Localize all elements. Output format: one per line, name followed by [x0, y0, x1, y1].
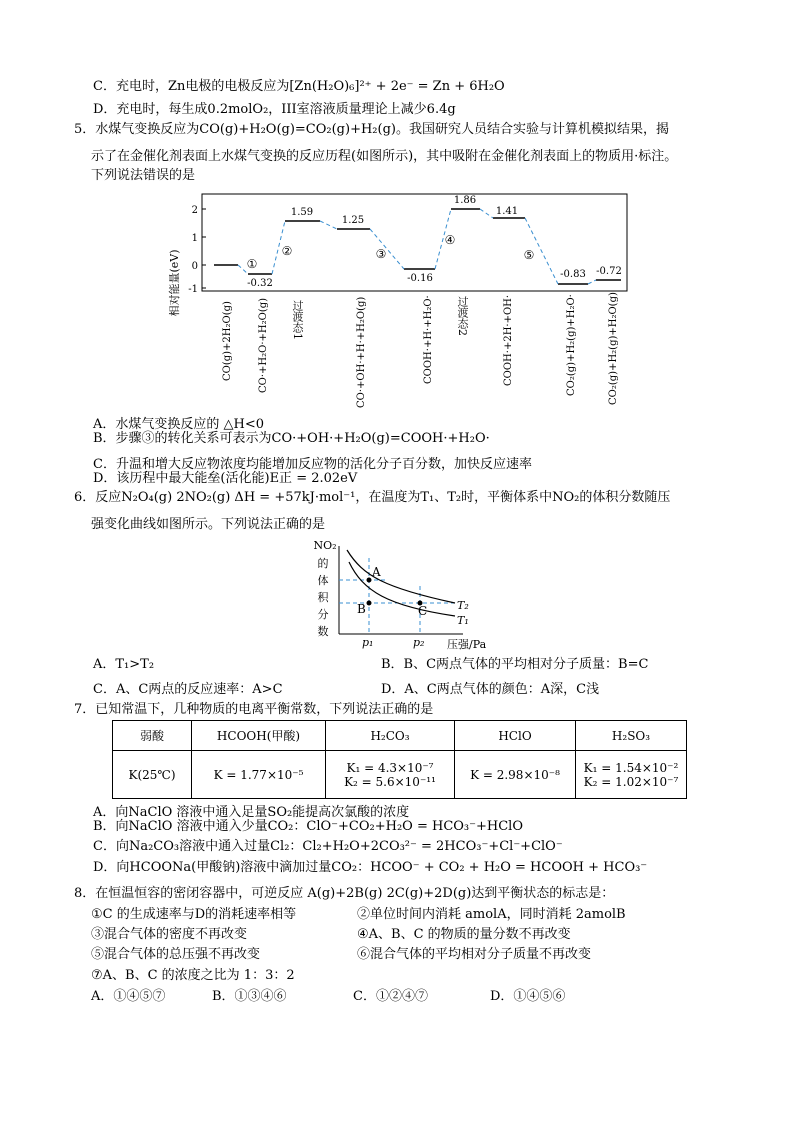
- q7-h2co3-k2: K₂ = 5.6×10⁻¹¹: [344, 774, 436, 789]
- q5-xlabel: CO·+H₂O·+H₂O(g): [258, 297, 269, 393]
- q6-stem-line2: 强变化曲线如图所示。下列说法正确的是: [91, 517, 326, 532]
- q5-level-value: 1.59: [290, 207, 314, 218]
- q7-header-cell: 弱酸: [113, 721, 192, 751]
- q5-step-label: ④: [444, 233, 456, 247]
- q5-xlabel: COOH·+H·+H₂O·: [423, 295, 434, 384]
- q6-xlabel: 压强/Pa: [447, 638, 487, 651]
- q6-option-b: B．B、C两点气体的平均相对分子质量：B=C: [381, 657, 649, 672]
- q7-header-cell: HCOOH(甲酸): [192, 721, 326, 751]
- q6-stem-line1: 6．反应N₂O₄(g) 2NO₂(g) ΔH = +57kJ·mol⁻¹，在温度为T₁、T₂时，平衡体系中NO₂的体积分数随压: [74, 490, 671, 505]
- q5-option-c: C．升温和增大反应物浓度均能增加反应物的活化分子百分数，加快反应速率: [93, 457, 532, 472]
- q5-energy-diagram: [160, 188, 640, 413]
- q8-condition: ②单位时间内消耗 amolA，同时消耗 2amolB: [357, 907, 626, 922]
- q8-condition: ③混合气体的密度不再改变: [91, 927, 248, 942]
- q6-graph: [305, 536, 505, 654]
- q5-xlabel: COOH·+2H·+OH·: [503, 294, 514, 386]
- q6-ptick: p₁: [362, 636, 374, 649]
- q5-xlabel: CO₂(g)+H₂(g)+H₂O·: [566, 294, 577, 396]
- q7-h2co3-k1: K₁ = 4.3×10⁻⁷: [346, 760, 434, 775]
- q5-xlabel: CO₂(g)+H₂(g)+H₂O(g): [608, 292, 619, 405]
- q5-level-value: -0.32: [247, 278, 273, 289]
- q5-xlabel: CO·+OH·+H·+H₂O(g): [356, 296, 367, 408]
- q7-header-cell: HClO: [455, 721, 576, 751]
- q5-option-b: B．步骤③的转化关系可表示为CO·+OH·+H₂O(g)=COOH·+H₂O·: [93, 431, 490, 446]
- q6-point-label: C: [418, 604, 428, 618]
- q6-point-label: A: [372, 565, 381, 579]
- q6-ptick: p₂: [413, 636, 425, 649]
- q6-ylabel-char: 积: [317, 591, 329, 604]
- q6-ylabel-char: 数: [317, 625, 329, 638]
- q7-h2so3-k1: K₁ = 1.54×10⁻²: [583, 760, 679, 775]
- q6-ylabel-char: 体: [317, 574, 329, 587]
- q5-ytick: 1: [191, 233, 198, 244]
- q8-condition: ⑤混合气体的总压强不再改变: [91, 947, 261, 962]
- q7-option-a: A．向NaClO 溶液中通入足量SO₂能提高次氯酸的浓度: [93, 805, 410, 820]
- q8-condition: ④A、B、C 的物质的量分数不再改变: [357, 927, 571, 942]
- q7-hcooh-k: K = 1.77×10⁻⁵: [192, 751, 326, 799]
- q5-ts2-label: 过渡态2: [456, 296, 469, 336]
- q5-stem-line1: 5．水煤气变换反应为CO(g)+H₂O(g)=CO₂(g)+H₂(g)。我国研究人员结合实验与计算机模拟结果，揭: [74, 122, 669, 137]
- q5-level-value: 1.41: [495, 206, 519, 217]
- q5-level-value: 1.86: [453, 195, 477, 206]
- q4-option-d: D．充电时，每生成0.2molO₂，III室溶液质量理论上减少6.4g: [93, 102, 456, 117]
- q8-condition: ①C 的生成速率与D的消耗速率相等: [91, 907, 297, 922]
- q5-xlabel: CO(g)+2H₂O(g): [222, 301, 233, 381]
- q5-stem-line3: 下列说法错误的是: [91, 168, 196, 183]
- q7-header-cell: H₂CO₃: [326, 721, 455, 751]
- q5-level-value: 1.25: [341, 215, 365, 226]
- q7-option-d: D．向HCOONa(甲酸钠)溶液中滴加过量CO₂：HCOO⁻ + CO₂ + H₂O = HCOOH + HCO₃⁻: [93, 860, 648, 875]
- q6-curve-label: T₂: [457, 599, 469, 612]
- q7-option-c: C．向Na₂CO₃溶液中通入过量Cl₂：Cl₂+H₂O+2CO₃²⁻ = 2HCO₃⁻+Cl⁻+ClO⁻: [93, 839, 563, 854]
- q8-option-d: D．①④⑤⑥: [490, 989, 566, 1004]
- q8-condition: ⑥混合气体的平均相对分子质量不再改变: [357, 947, 592, 962]
- q5-ylabel: 相对能量(eV): [168, 249, 181, 317]
- q6-ylabel-char: NO₂: [313, 539, 337, 552]
- q7-stem: 7．已知常温下，几种物质的电离平衡常数，下列说法正确的是: [74, 702, 434, 717]
- q5-level-value: -0.83: [560, 269, 586, 280]
- q5-ytick: -1: [188, 284, 198, 295]
- q5-step-label: ①: [246, 257, 258, 271]
- q5-ts1-label: 过渡态1: [291, 300, 304, 340]
- q6-ylabel-char: 的: [317, 557, 329, 570]
- q5-step-label: ⑤: [523, 248, 535, 262]
- q8-option-c: C．①②④⑦: [353, 989, 428, 1004]
- q5-step-label: ③: [375, 247, 387, 261]
- q7-constants-table: [112, 720, 687, 799]
- q6-option-c: C．A、C两点的反应速率：A>C: [93, 682, 283, 697]
- q5-ytick: 2: [191, 205, 198, 216]
- q7-option-b: B．向NaClO 溶液中通入少量CO₂：ClO⁻+CO₂+H₂O = HCO₃⁻+HClO: [93, 819, 523, 834]
- q7-h2so3-k: [576, 751, 687, 799]
- q5-step-label: ②: [281, 244, 293, 258]
- q5-ytick: 0: [191, 261, 198, 272]
- q4-option-c: C．充电时，Zn电极的电极反应为[Zn(H₂O)₆]²⁺ + 2e⁻ = Zn + 6H₂O: [93, 79, 505, 94]
- q7-h2so3-k2: K₂ = 1.02×10⁻⁷: [583, 774, 679, 789]
- q7-hclo-k: K = 2.98×10⁻⁸: [455, 751, 576, 799]
- q7-row-label: K(25℃): [113, 751, 192, 799]
- q6-option-d: D．A、C两点气体的颜色：A深，C浅: [381, 682, 600, 697]
- q6-ylabel-char: 分: [317, 608, 329, 621]
- q8-option-a: A．①④⑤⑦: [91, 989, 166, 1004]
- q7-header-cell: H₂SO₃: [576, 721, 687, 751]
- q6-option-a: A．T₁>T₂: [93, 657, 155, 672]
- q8-stem: 8．在恒温恒容的密闭容器中，可逆反应 A(g)+2B(g) 2C(g)+2D(g)达到平衡状态的标志是：: [74, 886, 615, 901]
- q6-curve-label: T₁: [457, 614, 469, 627]
- q5-option-a: A．水煤气变换反应的 △H<0: [93, 417, 265, 432]
- q5-option-d: D．该历程中最大能垒(活化能)E正 = 2.02eV: [93, 471, 358, 486]
- q5-level-value: -0.72: [596, 266, 622, 277]
- q5-level-value: -0.16: [407, 273, 433, 284]
- q5-stem-line2: 示了在金催化剂表面上水煤气变换的反应历程(如图所示)，其中吸附在金催化剂表面上的物质用·标注。: [91, 149, 678, 164]
- q8-condition: ⑦A、B、C 的浓度之比为 1：3：2: [91, 968, 295, 983]
- q7-h2co3-k: [326, 751, 455, 799]
- q6-point-label: B: [357, 602, 366, 616]
- q8-option-b: B．①③④⑥: [212, 989, 287, 1004]
